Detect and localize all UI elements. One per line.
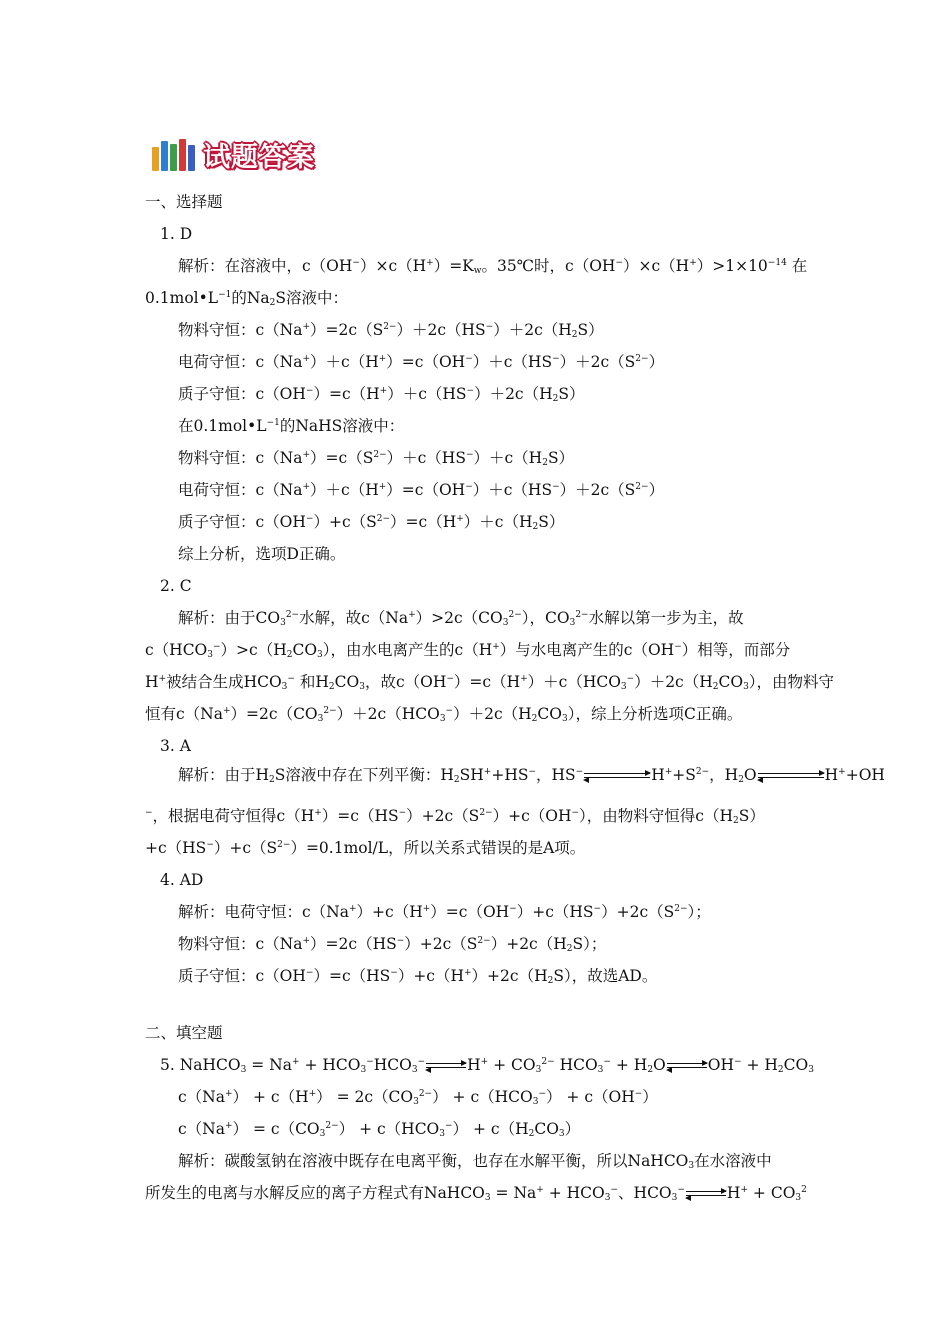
q1-analysis-line1: 解析：在溶液中，$c(OH^-)\times c(H^+)=K_w$。35℃时，$c(OH^-)\times c(H^+)>1\times 10^{-14}$ 在 — [178, 257, 808, 276]
q3-analysis-line2: −，根据电荷守恒得$c(H^+)=c(HS^-)+2c(S^{2-})+c(OH^-)$，由物料守恒得$c(H_2S)$ — [145, 807, 765, 826]
equilibrium-arrow-icon — [426, 1061, 466, 1071]
equilibrium-arrow-icon — [667, 1061, 707, 1071]
q4-charge-balance: 解析：电荷守恒：$c(Na^+)+c(H^+)=c(OH^-)+c(HS^-)+2c(S^{2-})$； — [178, 903, 711, 921]
q1-summary: 综上分析，选项D正确。 — [178, 545, 346, 563]
q4-number: 4. AD — [160, 871, 204, 889]
equilibrium-arrow-icon — [758, 771, 824, 781]
q3-analysis-line1: 解析：由于$H_2S$溶液中存在下列平衡：$H_2SH^++HS^-$，HS− $H^++S^{2-}$，$H_2O$ H++OH — [178, 766, 885, 785]
q2-analysis-line4: 恒有$c(Na^+)=2c(CO_3^{2-})+2c(HCO_3^-)+2c(H_2CO_3)$，综上分析选项C正确。 — [145, 705, 743, 724]
q2-number: 2. C — [160, 577, 192, 595]
equilibrium-arrow-icon — [584, 771, 650, 781]
q5-equations: 5. NaHCO$_3$ = $Na^+ + HCO_3^-HCO_3^-$ $H^+ + CO_3^{2-}$ $HCO_3^- + H_2O$ $OH^- + H_2CO_3$ — [160, 1056, 814, 1075]
section-heading-fill: 二、填空题 — [145, 1024, 223, 1042]
q1-nahs-intro: 在$0.1mol•L^{-1}$的NaHS溶液中： — [178, 417, 405, 435]
q1-number: 1. D — [160, 225, 193, 243]
equilibrium-arrow-icon — [686, 1189, 726, 1199]
q4-proton-balance: 质子守恒：$c(OH^-)=c(HS^-)+c(H^+)+2c(H_2S)$，故选AD。 — [178, 967, 658, 986]
q1-material-balance: 物料守恒：$c(Na^+)=2c(S^{2-})+2c(HS^-)+2c(H_2S)$ — [178, 321, 604, 340]
q5-charge-balance: $c(Na^+) + c(H^+) = 2c(CO_3^{2-}) + c(HCO_3^-) + c(OH^-)$ — [178, 1088, 658, 1107]
q5-material-balance: $c(Na^+) = c(CO_3^{2-}) + c(HCO_3^-) + c(H_2CO_3)$ — [178, 1120, 581, 1139]
q2-analysis-line1: 解析：由于$CO_3^{2-}$水解，故$c(Na^+)>2c(CO_3^{2-})$，$CO_3^{2-}$水解以第一步为主，故 — [178, 609, 744, 628]
q1-charge-balance: 电荷守恒：$c(Na^+)+c(H^+)=c(OH^-)+c(HS^-)+2c(S^{2-})$ — [178, 353, 665, 371]
q1-proton-balance: 质子守恒：$c(OH^-)=c(H^+)+c(HS^-)+2c(H_2S)$ — [178, 385, 585, 404]
books-icon — [152, 137, 197, 171]
q1-proton-balance-2: 质子守恒：$c(OH^-)+c(S^{2-})=c(H^+)+c(H_2S)$ — [178, 513, 565, 532]
q3-analysis-line3: $+c(HS^-)+c(S^{2-})=0.1mol/L$，所以关系式错误的是A项。 — [145, 839, 586, 857]
banner-title: 试题答案 — [203, 141, 315, 173]
section-heading-choice: 一、选择题 — [145, 193, 223, 211]
answer-banner — [152, 134, 315, 174]
q3-number: 3. A — [160, 737, 191, 755]
q4-material-balance: 物料守恒：$c(Na^+)=2c(HS^-)+2c(S^{2-})+2c(H_2S)$； — [178, 935, 607, 954]
q5-analysis-line2: 所发生的电离与水解反应的离子方程式有NaHCO$_3$ = $Na^+ + HCO_3^-$、$HCO_3^-$ $H^+ + CO_3^2$ — [145, 1184, 807, 1203]
q1-material-balance-2: 物料守恒：$c(Na^+)=c(S^{2-})+c(HS^-)+c(H_2S)$ — [178, 449, 575, 468]
q5-analysis-line1: 解析：碳酸氢钠在溶液中既存在电离平衡，也存在水解平衡，所以NaHCO$_3$在水溶液中 — [178, 1152, 772, 1171]
q2-analysis-line2: $c(HCO_3^-)>c(H_2CO_3)$，由水电离产生的c（H+）与水电离产生的c（OH−）相等，而部分 — [145, 641, 791, 660]
q2-analysis-line3: H+被结合生成$HCO_3^-$ 和$H_2CO_3$，故$c(OH^-)=c(H^+)+c(HCO_3^-)+2c(H_2CO_3)$，由物料守 — [145, 673, 835, 692]
q1-charge-balance-2: 电荷守恒：$c(Na^+)+c(H^+)=c(OH^-)+c(HS^-)+2c(S^{2-})$ — [178, 481, 665, 499]
q1-analysis-line2: $0.1mol•L^{-1}$的$Na_2S$溶液中： — [145, 289, 349, 308]
